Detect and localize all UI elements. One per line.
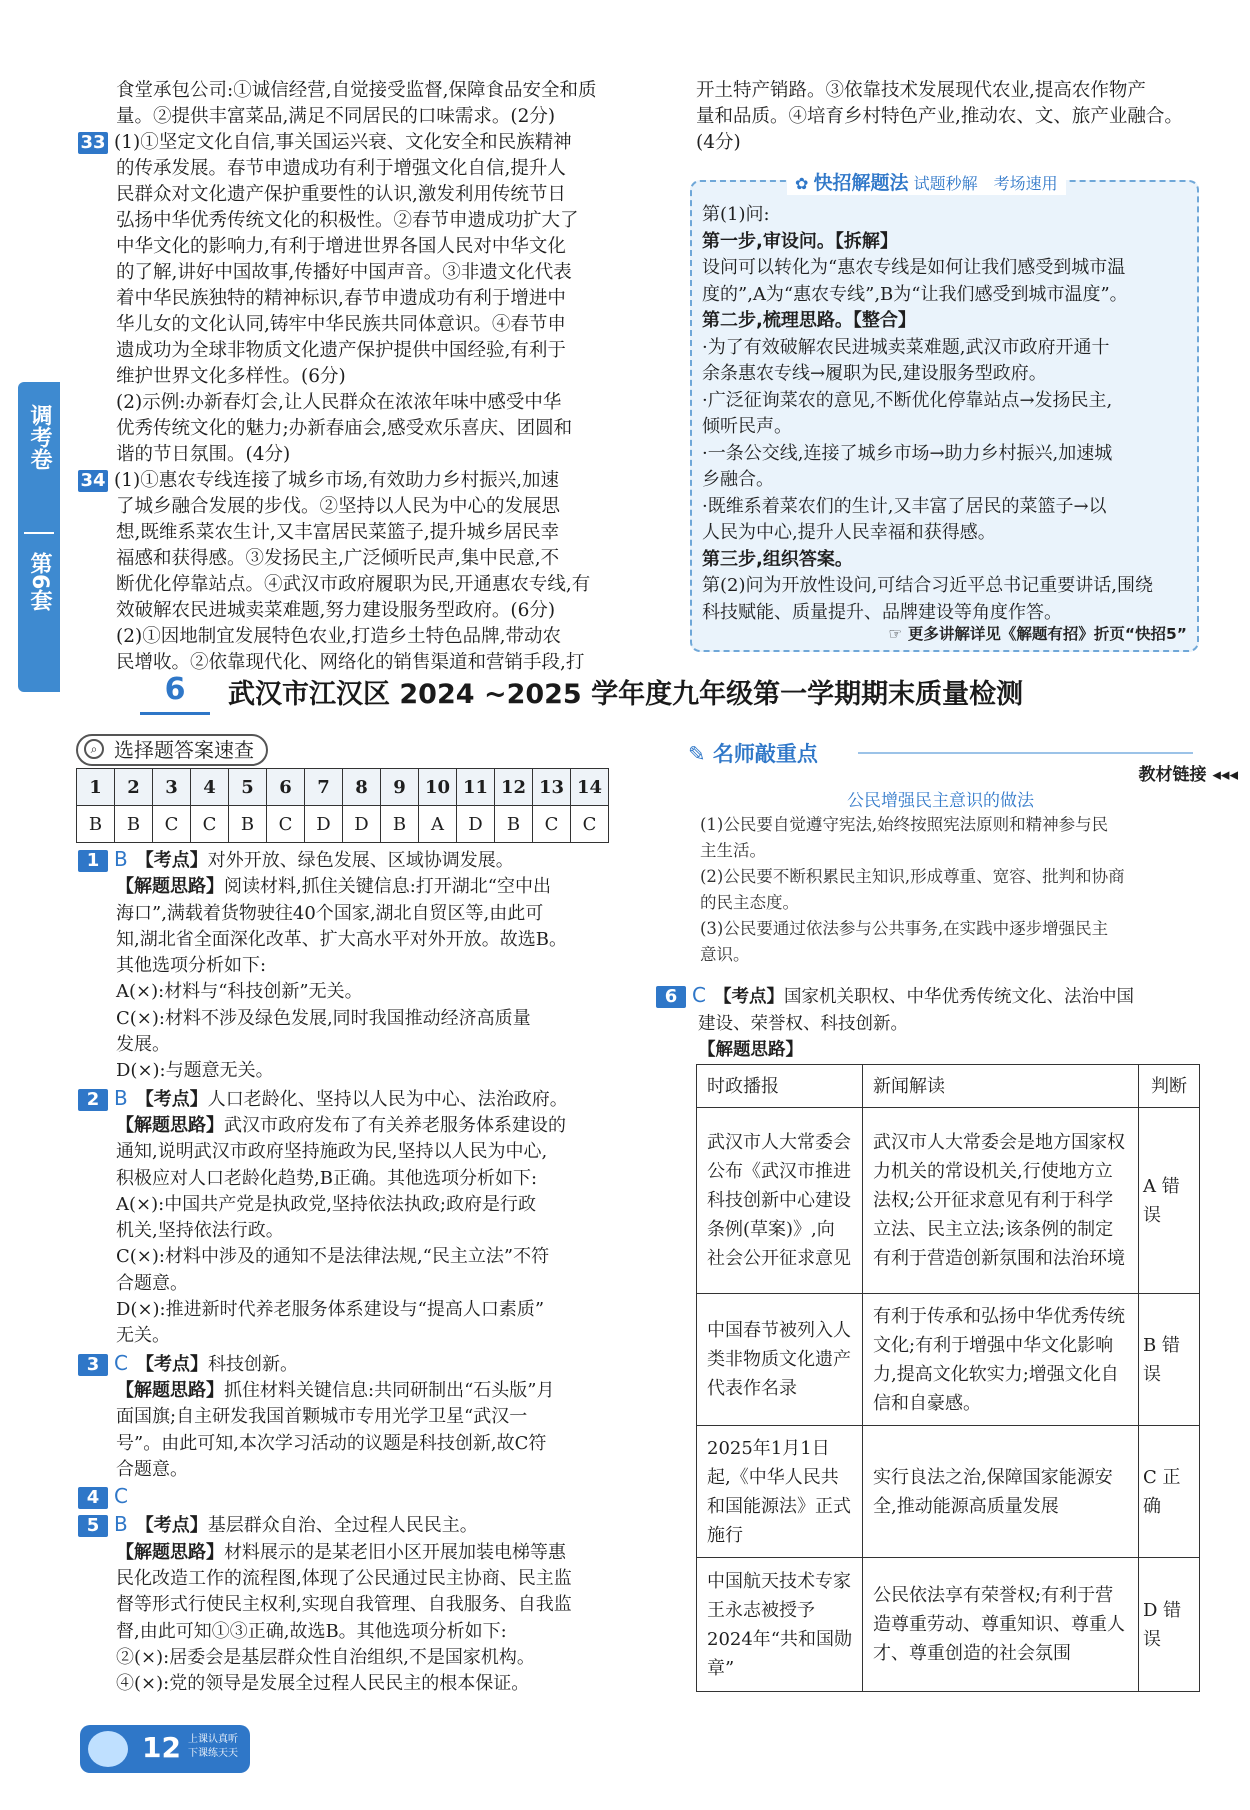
answer-key-number: 7: [305, 769, 343, 806]
answer-key-letter: C: [191, 806, 229, 843]
text-line: 效破解农民进城卖菜难题,努力建设服务型政府。(6分): [116, 600, 556, 621]
tip-icon: ✿: [795, 174, 809, 193]
text-line: 无关。: [116, 1325, 170, 1347]
text-line: (2)公民要不断积累民主知识,形成尊重、宽容、批判和协商: [700, 867, 1125, 886]
text-line: 优秀传统文化的魅力;办新春庙会,感受欢乐喜庆、团圆和: [116, 418, 573, 439]
text-line: 机关,坚持依法行政。: [116, 1220, 284, 1242]
table-cell: 实行良法之治,保障国家能源安全,推动能源高质量发展: [863, 1426, 1139, 1558]
text-line: 号”。由此可知,本次学习活动的议题是科技创新,故C符: [116, 1432, 547, 1454]
kaodian-label: 【考点】: [135, 1088, 208, 1110]
answer-4: [78, 1483, 638, 1511]
table-cell: 中国航天技术专家王永志被授予2024年“共和国勋章”: [697, 1558, 863, 1692]
text-line: 维护世界文化多样性。(6分): [116, 366, 346, 387]
tip-line: 第(2)问为开放性设问,可结合习近平总书记重要讲话,围绕: [702, 575, 1153, 596]
answer-key-number: 3: [153, 769, 191, 806]
text-line: 通知,说明武汉市政府坚持施政为民,坚持以人民为中心,: [116, 1141, 548, 1163]
text-line: 海口”,满载着货物驶往40个国家,湖北自贸区等,由此可: [116, 902, 544, 924]
question-number: 5: [78, 1515, 108, 1537]
tip-line: 余条惠农专线→履职为民,建设服务型政府。: [702, 363, 1047, 384]
kaodian-text: 基层群众自治、全过程人民民主。: [207, 1515, 478, 1537]
answer-key-letter: D: [305, 806, 343, 843]
kaodian-text: 人口老龄化、坚持以人民为中心、法治政府。: [207, 1088, 568, 1110]
kaodian-label: 【考点】: [713, 987, 784, 1007]
text-line: 量和品质。④培育乡村特色产业,推动农、文、旅产业融合。: [696, 106, 1183, 127]
table-cell: B 错误: [1139, 1294, 1200, 1426]
tip-line: 第(1)问:: [702, 204, 770, 225]
text-line: 食堂承包公司:①诚信经营,自觉接受监督,保障食品安全和质: [116, 80, 597, 101]
answer-3: [78, 1350, 638, 1483]
text-line: 积极应对人口老龄化趋势,B正确。其他选项分析如下:: [116, 1167, 538, 1189]
table-cell: 武汉市人大常委会是地方国家权力机关的常设机关,行使地方立法权;公开征求意见有利于科学立法、民主立法;该条例的制定有利于营造创新氛围和法治环境: [863, 1108, 1139, 1294]
text-line: D(×):推进新时代养老服务体系建设与“提高人口素质”: [116, 1299, 545, 1321]
answer-key-letter: C: [153, 806, 191, 843]
answer-1: [78, 846, 638, 1085]
side-tab-label-1: 调考卷: [27, 404, 52, 470]
text-line: 材料展示的是某老旧小区开展加装电梯等惠: [224, 1541, 566, 1563]
text-line: 的传承发展。春节申遗成功有利于增强文化自信,提升人: [116, 158, 566, 179]
table-row: [697, 1108, 1200, 1294]
text-line: 弘扬中华优秀传统文化的积极性。②春节申遗成功扩大了: [116, 210, 579, 231]
table-cell: 中国春节被列入人类非物质文化遗产代表作名录: [697, 1294, 863, 1426]
answer-key-number: 12: [495, 769, 533, 806]
answer-key-number: 6: [267, 769, 305, 806]
text-line: 其他选项分析如下:: [116, 955, 267, 977]
answer-key-letter: B: [115, 806, 153, 843]
jieti-label: 【解题思路】: [116, 1114, 224, 1136]
section-banner: [140, 668, 1160, 714]
right-top-column: [696, 78, 1206, 156]
text-line: 了城乡融合发展的步伐。②坚持以人民为中心的发展思: [116, 496, 561, 517]
question-number: 2: [78, 1089, 108, 1111]
tip-title: 快招解题法: [813, 172, 909, 194]
table-row: [697, 1558, 1200, 1692]
tip-line: ·广泛征询菜农的意见,不断优化停靠站点→发扬民主,: [702, 389, 1113, 411]
text-line: 量。②提供丰富菜品,满足不同居民的口味需求。(2分): [116, 106, 556, 127]
answer-key-number: 5: [229, 769, 267, 806]
tip-line: 倾听民声。: [702, 416, 792, 437]
answer-key-letter: B: [77, 806, 115, 843]
answer-6: [656, 982, 1206, 1064]
text-line: 的民主态度。: [700, 893, 799, 912]
section-title: 武汉市江汉区 2024 ~2025 学年度九年级第一学期期末质量检测: [228, 679, 1024, 710]
question-number: 4: [78, 1487, 108, 1509]
answer-key-letter: B: [495, 806, 533, 843]
answer-key-number: 10: [419, 769, 457, 806]
kaodian-label: 【考点】: [135, 850, 208, 871]
textbook-subtitle: 公民增强民主意识的做法: [847, 791, 1034, 811]
table-header: 时政播报: [697, 1065, 863, 1108]
table-row: [697, 1426, 1200, 1558]
text-line: ④(×):党的领导是发展全过程人民民主的根本保证。: [116, 1673, 530, 1695]
answer-key-letter: C: [267, 806, 305, 843]
answer-key-number: 14: [571, 769, 609, 806]
tip-line: 科技赋能、质量提升、品牌建设等角度作答。: [702, 601, 1062, 623]
text-line: 知,湖北省全面深化改革、扩大高水平对外开放。故选B。: [116, 928, 567, 950]
answer-key-header: ⌕ 选择题答案速查: [76, 734, 268, 766]
table-header: 新闻解读: [863, 1065, 1139, 1108]
text-line: (3)公民要通过依法参与公共事务,在实践中逐步增强民主: [700, 919, 1109, 938]
text-line: 督等形式行使民主权利,实现自我管理、自我服务、自我监: [116, 1594, 572, 1616]
text-line: 民群众对文化遗产保护重要性的认识,激发利用传统节日: [116, 184, 566, 205]
text-line: 谐的节日氛围。(4分): [116, 444, 291, 465]
teacher-body: [700, 812, 1195, 968]
tip-line: 人民为中心,提升人民幸福和获得感。: [702, 522, 996, 543]
question-number: 3: [78, 1354, 108, 1376]
text-line: 发展。: [116, 1034, 170, 1056]
table-cell: 武汉市人大常委会公布《武汉市推进科技创新中心建设条例(草案)》,向社会公开征求意见: [697, 1108, 863, 1294]
text-line: 民增收。②依靠现代化、网络化的销售渠道和营销手段,打: [116, 652, 585, 673]
text-line: 主生活。: [700, 841, 766, 860]
answer-key-number: 11: [457, 769, 495, 806]
answer-key-number: 1: [77, 769, 115, 806]
text-line: 开土特产销路。③依靠技术发展现代农业,提高农作物产: [696, 80, 1146, 101]
tip-line: 度的”,A为“惠农专线”,B为“让我们感受到城市温度”。: [702, 283, 1128, 305]
bulb-icon: ✎: [688, 742, 706, 766]
kaodian-text: 建设、荣誉权、科技创新。: [698, 1013, 908, 1034]
table-cell: C 正确: [1139, 1426, 1200, 1558]
jieti-label: 【解题思路】: [698, 1040, 803, 1060]
kaodian-label: 【考点】: [135, 1353, 208, 1375]
text-line: (2)①因地制宜发展特色农业,打造乡土特色品牌,带动农: [116, 626, 561, 647]
text-line: 面国旗;自主研发我国首颗城市专用光学卫星“武汉一: [116, 1406, 528, 1428]
kaodian-text: 国家机关职权、中华优秀传统文化、法治中国: [783, 987, 1134, 1007]
table-cell: D 错误: [1139, 1558, 1200, 1692]
answer-letter: B: [114, 1085, 128, 1110]
teacher-header: [688, 738, 1193, 768]
kaodian-label: 【考点】: [135, 1515, 208, 1537]
pointing-hand-icon: ☞: [888, 625, 903, 643]
jieti-label: 【解题思路】: [116, 1541, 224, 1563]
text-line: 着中华民族独特的精神标识,春节申遗成功有利于增进中: [116, 288, 566, 309]
text-line: 民化改造工作的流程图,体现了公民通过民主协商、民主监: [116, 1568, 572, 1590]
question-number: 1: [78, 850, 108, 872]
answer-key-number: 2: [115, 769, 153, 806]
jieti-label: 【解题思路】: [116, 876, 224, 898]
text-line: 意识。: [700, 945, 750, 964]
text-line: 合题意。: [116, 1458, 188, 1480]
table-header: 判断: [1139, 1065, 1200, 1108]
text-line: (1)①坚定文化自信,事关国运兴衰、文化安全和民族精神: [114, 132, 572, 153]
answer-5: [78, 1511, 638, 1697]
text-line: 福感和获得感。③发扬民主,广泛倾听民声,集中民意,不: [116, 548, 560, 569]
question-number: 6: [656, 986, 686, 1008]
text-line: A(×):中国共产党是执政党,坚持依法执政;政府是行政: [116, 1193, 536, 1215]
tip-step: 第三步,组织答案。: [702, 548, 853, 570]
magnifier-icon: ⌕: [84, 739, 104, 759]
tip-line: ·一条公交线,连接了城乡市场→助力乡村振兴,加速城: [702, 442, 1113, 464]
answer-key-number: 9: [381, 769, 419, 806]
text-line: (4分): [696, 132, 741, 153]
textbook-link: 教材链接 ◂◂◂: [1138, 765, 1238, 785]
answer-letter: B: [114, 847, 128, 871]
tip-step: 第一步,审设问。【拆解】: [702, 230, 898, 252]
section-number: 6: [140, 668, 210, 715]
table-row: [697, 1294, 1200, 1426]
text-line: A(×):材料与“科技创新”无关。: [116, 981, 363, 1003]
answer-key-table: [76, 768, 609, 843]
answer-letter: C: [692, 983, 706, 1007]
answer-2: [78, 1085, 638, 1350]
left-top-column: [78, 78, 638, 676]
tip-line: 乡融合。: [702, 469, 774, 490]
tip-header: [787, 168, 1066, 195]
table-cell: 有利于传承和弘扬中华优秀传统文化;有利于增强中华文化影响力,提高文化软实力;增强文化自信和自豪感。: [863, 1294, 1139, 1426]
side-tab: [18, 382, 60, 692]
answer-key-letter: D: [457, 806, 495, 843]
kaodian-text: 对外开放、绿色发展、区域协调发展。: [207, 850, 514, 871]
answer-key-number: 13: [533, 769, 571, 806]
tip-more-link: ☞ 更多讲解详见《解题有招》折页“快招5”: [888, 625, 1187, 643]
text-line: (1)公民要自觉遵守宪法,始终按照宪法原则和精神参与民: [700, 815, 1109, 834]
text-line: (2)示例:办新春灯会,让人民群众在浓浓年味中感受中华: [116, 392, 562, 413]
text-line: C(×):材料中涉及的通知不是法律法规,“民主立法”不符: [116, 1246, 550, 1268]
answer-letter: B: [114, 1512, 128, 1537]
tip-step: 第二步,梳理思路。【整合】: [702, 310, 916, 331]
text-line: 武汉市政府发布了有关养老服务体系建设的: [224, 1114, 566, 1136]
text-line: C(×):材料不涉及绿色发展,同时我国推动经济高质量: [116, 1007, 531, 1029]
answer-key-letter: B: [381, 806, 419, 843]
tip-line: 设问可以转化为“惠农专线是如何让我们感受到城市温: [702, 257, 1126, 278]
left-answers-column: [78, 846, 638, 1698]
answer-key-letter: B: [229, 806, 267, 843]
page-number: 12: [142, 1731, 181, 1764]
tip-subtitle: 试题秒解 考场速用: [913, 174, 1058, 193]
text-line: 断优化停靠站点。④武汉市政府履职为民,开通惠农专线,有: [116, 574, 591, 595]
mascot-icon: [88, 1731, 128, 1767]
teacher-title: ✎ 名师敲重点: [688, 742, 818, 766]
text-line: (1)①惠农专线连接了城乡市场,有效助力乡村振兴,加速: [114, 470, 559, 491]
answer-key-number: 4: [191, 769, 229, 806]
table-cell: 2025年1月1日起,《中华人民共和国能源法》正式施行: [697, 1426, 863, 1558]
tip-body: [702, 202, 1187, 626]
text-line: D(×):与题意无关。: [116, 1060, 274, 1082]
answer-letter: C: [114, 1350, 128, 1375]
footer-logo: [80, 1725, 250, 1773]
answer-key-letter: A: [419, 806, 457, 843]
kaodian-text: 科技创新。: [207, 1353, 298, 1375]
tip-line: ·为了有效破解农民进城卖菜难题,武汉市政府开通十: [702, 336, 1110, 358]
text-line: 合题意。: [116, 1272, 188, 1294]
text-line: 督,由此可知①③正确,故选B。其他选项分析如下:: [116, 1620, 507, 1642]
side-tab-label-2: 第6套: [27, 552, 52, 612]
text-line: 华儿女的文化认同,铸牢中华民族共同体意识。④春节申: [116, 314, 566, 335]
quick-tip-box: [690, 172, 1199, 652]
text-line: 中华文化的影响力,有利于增进世界各国人民对中华文化: [116, 236, 566, 257]
question-33: [78, 130, 638, 468]
text-line: 阅读材料,抓住关键信息:打开湖北“空中出: [224, 876, 551, 898]
answer-letter: C: [114, 1484, 128, 1509]
text-line: 抓住材料关键信息:共同研制出“石头版”月: [224, 1379, 555, 1401]
text-line: 想,既维系菜农生计,又丰富居民菜篮子,提升城乡居民幸: [116, 522, 560, 543]
text-line: 的了解,讲好中国故事,传播好中国声音。③非遗文化代表: [116, 262, 572, 283]
tip-line: ·既维系着菜农们的生计,又丰富了居民的菜篮子→以: [702, 495, 1107, 517]
answer-key-letter: C: [533, 806, 571, 843]
question-number: 33: [78, 132, 108, 154]
table-cell: 公民依法享有荣誉权;有利于营造尊重劳动、尊重知识、尊重人才、尊重创造的社会氛围: [863, 1558, 1139, 1692]
answer-key-letter: C: [571, 806, 609, 843]
answer-key-number: 8: [343, 769, 381, 806]
question-number: 34: [78, 470, 108, 492]
answer-key-letter: D: [343, 806, 381, 843]
jieti-label: 【解题思路】: [116, 1379, 224, 1401]
text-line: ②(×):居委会是基层群众性自治组织,不是国家机构。: [116, 1646, 535, 1668]
footer-slogan: 上课认真听 下课练天天: [188, 1734, 238, 1759]
news-analysis-table: [696, 1064, 1200, 1692]
question-34: [78, 468, 638, 676]
table-cell: A 错误: [1139, 1108, 1200, 1294]
text-line: 遗成功为全球非物质文化遗产保护提供中国经验,有利于: [116, 340, 566, 361]
